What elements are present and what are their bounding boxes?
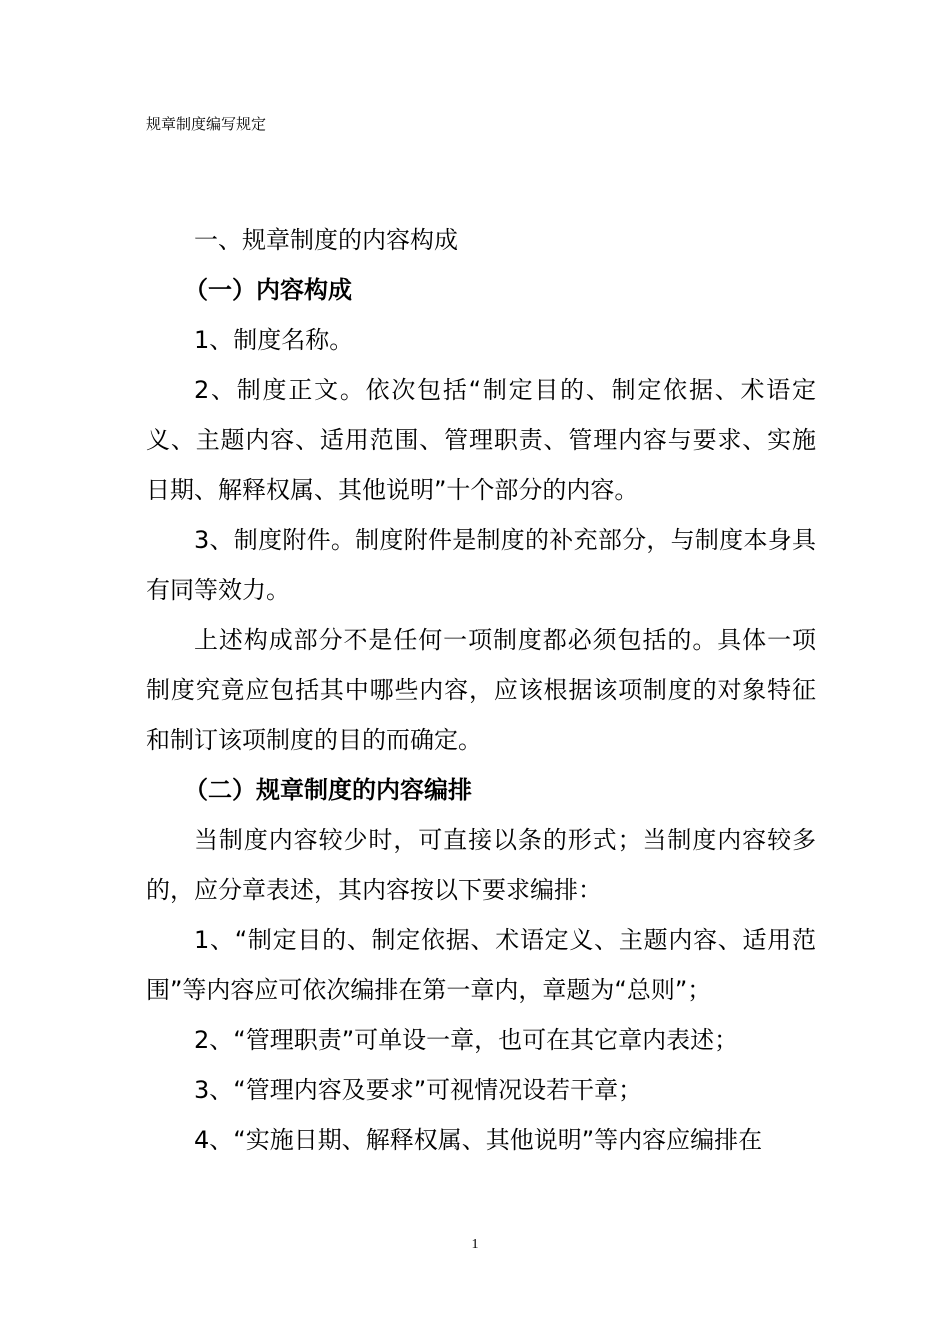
body-paragraph: 当制度内容较少时，可直接以条的形式；当制度内容较多的，应分章表述，其内容按以下要求编排： <box>146 826 816 904</box>
body-paragraph: 3、制度附件。制度附件是制度的补充部分，与制度本身具有同等效力。 <box>146 526 816 604</box>
body-paragraph: 2、制度正文。依次包括“制定目的、制定依据、术语定义、主题内容、适用范围、管理职责、管理内容与要求、实施日期、解释权属、其他说明”十个部分的内容。 <box>146 376 816 504</box>
subsection-heading: （二）规章制度的内容编排 <box>184 776 472 804</box>
section-title: 一、规章制度的内容构成 <box>194 226 458 254</box>
body-paragraph: 上述构成部分不是任何一项制度都必须包括的。具体一项制度究竟应包括其中哪些内容，应该根据该项制度的对象特征和制订该项制度的目的而确定。 <box>146 626 816 754</box>
body-paragraph: 3、“管理内容及要求”可视情况设若干章； <box>194 1076 643 1104</box>
body-paragraph: 1、“制定目的、制定依据、术语定义、主题内容、适用范围”等内容应可依次编排在第一章内，章题为“总则”； <box>146 926 816 1004</box>
page-number: 1 <box>471 1237 479 1252</box>
body-paragraph: 2、“管理职责”可单设一章，也可在其它章内表述； <box>194 1026 739 1054</box>
body-paragraph: 4、“实施日期、解释权属、其他说明”等内容应编排在 <box>194 1126 763 1154</box>
subsection-heading: （一）内容构成 <box>184 276 352 304</box>
document-body <box>146 215 816 1165</box>
body-paragraph: 1、制度名称。 <box>194 326 354 354</box>
document-header-title: 规章制度编写规定 <box>146 115 267 133</box>
